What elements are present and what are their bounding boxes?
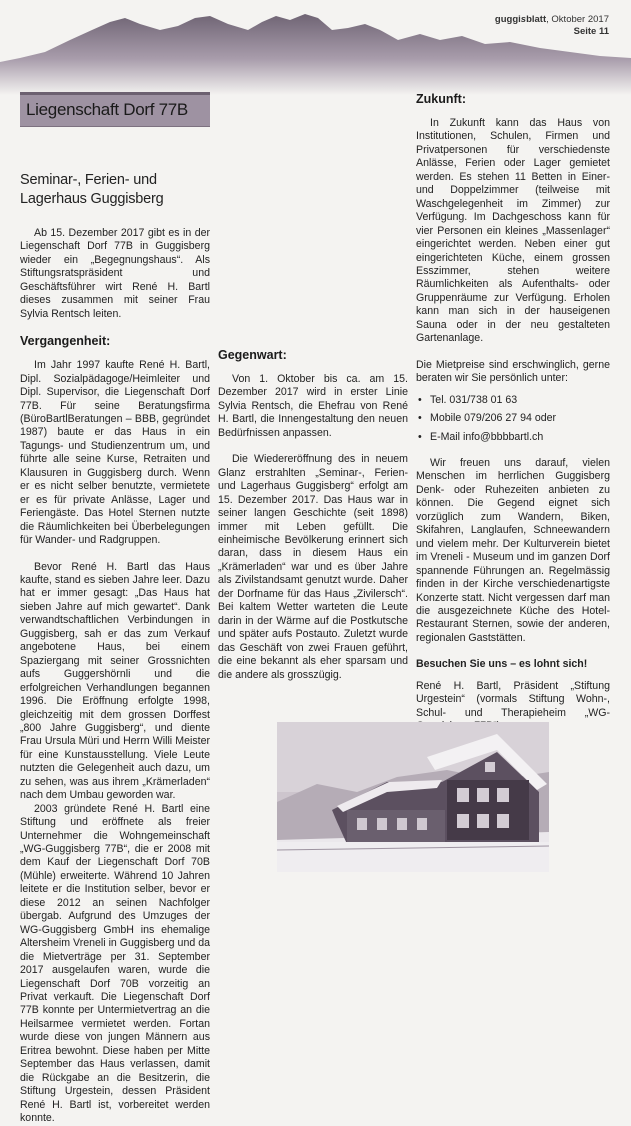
gegenwart-paragraph-1: Von 1. Oktober bis ca. am 15. Dezember 2017 wird in erster Linie Sylvia Rentsch, die Ehefrau von René H. Bartl, die Innengestaltung den neuen Bedürfnissen anpassen. [218,373,408,439]
contact-phone: • Tel. 031/738 01 63 [416,394,610,407]
publication-name: guggisblatt [494,14,547,25]
column-3 [416,88,610,734]
gegenwart-paragraph-2: Die Wiedereröffnung des in neuem Glanz erstrahlten „Seminar-, Ferien- und Lagerhaus Guggisberg“ erfolgt am 15. Dezember 2017. Das Haus war in seiner langen Geschichte (seit 1898) immer mit Leben gefüllt. Die einheimische Bevölkerung erinnert sich daran, dass in diesem Haus ein „Krämerladen“ war und es über Jahre als Zivilstandsamt genutzt wurde. Daher der Dorfname für das Haus „Zivilersch“. Bei kaltem Wetter warteten die Leute darin in der Wärme auf die Postkutsche und später aufs Postauto. Zuletzt wurde das Geschäft von zwei Frauen geführt, die eine bekannt als eher sparsam und die andere als grosszügig. [218,453,408,681]
article-title: Liegenschaft Dorf 77B [20,92,210,127]
column-2 [218,88,408,682]
vergangenheit-paragraph-1: Im Jahr 1997 kaufte René H. Bartl, Dipl. Sozialpädagoge/Heimleiter und Dipl. Supervisor, die Liegenschaft Dorf 77B. Für seine Beratungsfirma (BüroBartlBeratungen – BBB, gegründet 1987) baute er das Haus in ein Tagungs- und Studienzentrum um, und führte alle seine Kurse, Retraiten und Klausuren in Guggisberg durch. Wenn er es nicht selber benutzte, vermietete er es für private Anlässe, Lager und Feriengäste. Das Hotel Sternen nutzte die Räumlichkeiten bei Überbelegungen für Wander- und Radgruppen. [20,359,210,547]
publication-header [495,14,609,38]
zukunft-paragraph-2: Die Mietpreise sind erschwinglich, gerne beraten wir Sie persönlich unter: [416,358,610,385]
contact-list [416,394,610,444]
vergangenheit-paragraph-2: Bevor René H. Bartl das Haus kaufte, stand es sieben Jahre leer. Dazu hat er immer gesagt: „Das Haus hat sieben Jahre auf mich gewartet“. Dank verwandtschaftlichen Verbindungen in Guggisberg, sah er das zum Verkauf angebotene Haus, bei einem Spaziergang mit seiner Grossnichten aufs Guggershörnli und die erfolgreichen Verhandlungen begannen 1996. Die Eröffnung erfolgte 1998, gleichzeitig mit dem grossen Dorffest „800 Jahre Guggisberg“, und diente Frau Ursula Müri und Herrn Willi Meister für eine Kunstausstellung. Viele Leute nutzten die Gelegenheit auch dazu, um zu sehen, was aus ihrem „Krämerladen“ nach dem Umbau geworden war. [20,560,210,802]
intro-paragraph: Ab 15. Dezember 2017 gibt es in der Liegenschaft Dorf 77B in Guggisberg wieder ein „Begegnungshaus“. Als Stiftungsratspräsident und Geschäftsführer wirt René H. Bartl dieses zusammen mit seiner Frau Sylvia Rentsch leiten. [20,227,210,320]
article-subtitle: Seminar-, Ferien- und Lagerhaus Guggisberg [20,172,164,207]
zukunft-paragraph-3: Wir freuen uns darauf, vielen Menschen im herrlichen Guggisberg Denk- oder Ruhezeiten anbieten zu können. Die Gegend eignet sich vorzüglich zum Wandern, Biken, Skifahren, Langlaufen, Schneewandern und vielem mehr. Der Kulturverein bietet im Vreneli - Museum und im ganzen Dorf spannende Führungen an. Regelmässig finden in der Kirche verschiedenartigste Konzerte statt. Nicht vergessen darf man die ausgezeichnete Küche des Hotel-Restaurant Sternen, sowie der anderen, regionalen Gaststätten. [416,456,610,644]
column-1 [20,88,210,1125]
zukunft-paragraph-1: In Zukunft kann das Haus von Institutionen, Schulen, Firmen und Privatpersonen für verschiedenste Anlässe, Ferien oder Lager gemietet werden. Es stehen 11 Betten in Einer- und Doppelzimmer (teilweise mit Waschgelegenheit im Zimmer) zur Verfügung. Im Dachgeschoss kann für vier Personen ein kleines „Massenlager“ eingerichtet werden. Neben einer gut eingerichteten Küche, einem grossen Esszimmer, stehen weitere Räumlichkeiten als Aufenthalts- oder Gruppenräume zur Verfügung. Erholen kann man sich in der hauseigenen Sauna oder in der neu gestalteten Gartenanlage. [416,117,610,345]
section-heading-gegenwart: Gegenwart: [218,348,287,362]
section-heading-vergangenheit: Vergangenheit: [20,334,111,349]
vergangenheit-paragraph-3: 2003 gründete René H. Bartl eine Stiftung und eröffnete als freier Unternehmer die Wohngemeinschaft „WG-Guggisberg 77B“, die er 2008 mit dem Kauf der Liegenschaft Dorf 70B (Mühle) erweiterte. Während 10 Jahren leitete er die Institution selber, bevor er diese 2012 an seinen Nachfolger übergab. Aufgrund des Umzuges der WG-Guggisberg GmbH ins ehemalige Altersheim Vreneli in Guggisberg und da die Mietverträge per 31. September 2017 ausgelaufen waren, wurde die Liegenschaft Dorf 70B vorzeitig an Privat verkauft. Die Liegenschaft Dorf 77B konnte per Untermietvertrag an die Heilsarmee vermietet werden. Fortan wurde diese von jungen Männern aus Eritrea bewohnt. Diese haben per Mitte September das Haus verlassen, damit die Rückgabe an die Besitzerin, die Stiftung Urgestein, dessen Präsident René H. Bartl ist, vorbereitet werden konnte. [20,802,210,1125]
section-heading-zukunft: Zukunft: [416,92,466,106]
contact-mobile: • Mobile 079/206 27 94 oder [416,412,610,425]
house-photo [277,722,549,872]
house-illustration [277,722,549,872]
signature: René H. Bartl, Präsident „Stiftung Urgestein“ (vormals Stiftung Wohn-, Schul- und Therapieheim „WG- [416,679,610,719]
page-number: Seite 11 [573,26,609,37]
contact-email[interactable]: • E-Mail info@bbbbartl.ch [416,431,610,444]
closing-line: Besuchen Sie uns – es lohnt sich! [416,658,588,671]
issue-date: , Oktober 2017 [546,14,609,25]
